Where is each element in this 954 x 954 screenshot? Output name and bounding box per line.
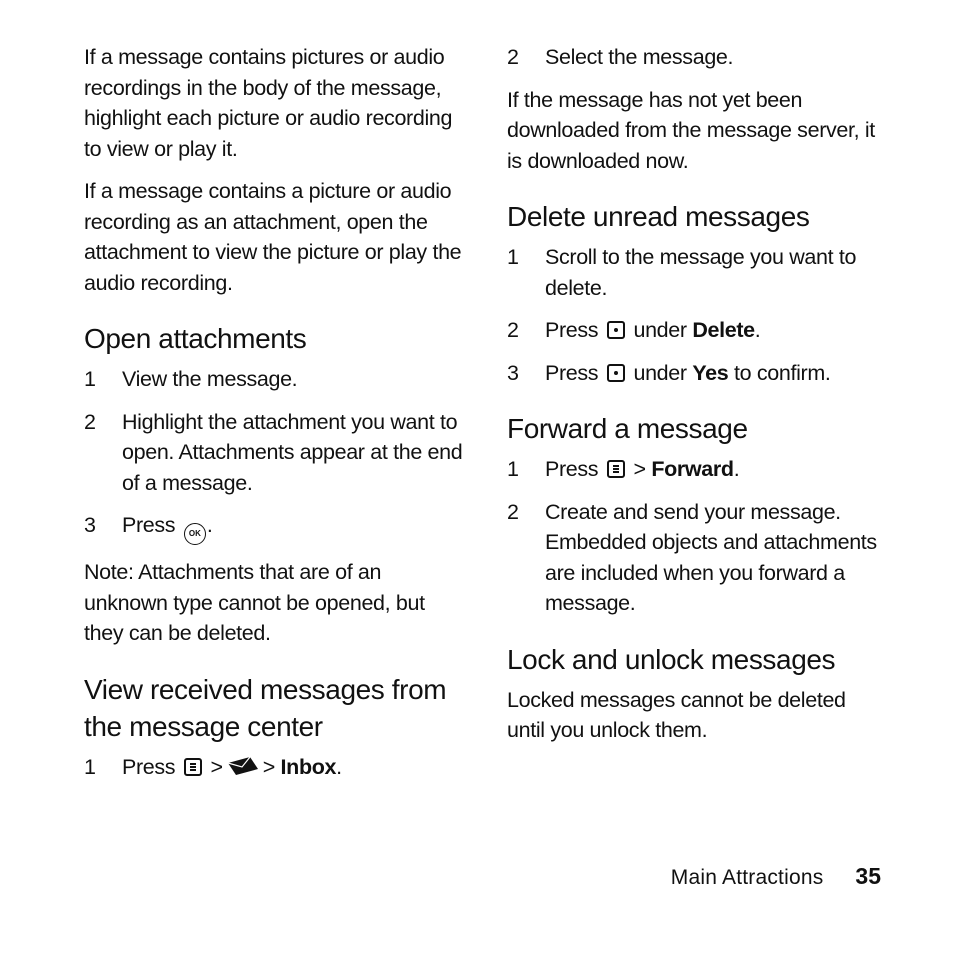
step-number: 2 bbox=[507, 318, 519, 342]
lock-paragraph: Locked messages cannot be deleted until you unlock them. bbox=[507, 687, 846, 742]
softkey-delete: Delete bbox=[692, 318, 755, 342]
step-punct: . bbox=[336, 754, 342, 779]
step-punct: . bbox=[206, 513, 213, 537]
step-press-text: Press bbox=[545, 457, 599, 481]
step-text: View the message. bbox=[122, 367, 298, 391]
menu-key-icon bbox=[607, 460, 625, 478]
softkey-yes: Yes bbox=[692, 360, 729, 385]
step-punct: . bbox=[733, 457, 740, 481]
separator: > bbox=[210, 754, 223, 779]
right-column bbox=[507, 42, 879, 758]
message-center-icon bbox=[226, 755, 260, 777]
heading-view-received: View received messages from the message center bbox=[84, 673, 447, 742]
step-press-text: Press bbox=[122, 513, 176, 537]
step-text: Highlight the attachment you want to open. Attachments appear at the end of a message. bbox=[122, 409, 463, 495]
step bbox=[84, 752, 464, 783]
step-text bbox=[545, 454, 879, 485]
center-key-icon bbox=[607, 321, 625, 339]
heading-lock: Lock and unlock messages bbox=[507, 643, 836, 675]
separator: > bbox=[633, 457, 646, 481]
footer-section-title: Main Attractions bbox=[670, 866, 824, 889]
step-press-text: Press bbox=[545, 318, 599, 342]
separator: > bbox=[262, 754, 275, 779]
step-number: 3 bbox=[507, 360, 519, 385]
step bbox=[84, 407, 464, 499]
intro-paragraph-1: If a message contains pictures or audio recordings in the body of the message, highlight each picture or audio recording to view or play it. bbox=[84, 45, 453, 161]
step-post-text: to confirm. bbox=[734, 360, 831, 385]
page-footer bbox=[671, 861, 881, 893]
heading-delete-unread: Delete unread messages bbox=[507, 201, 810, 232]
step-text bbox=[545, 315, 879, 346]
step-mid-text: under bbox=[633, 318, 687, 342]
download-paragraph: If the message has not yet been downloaded from the message server, it is downloaded now. bbox=[507, 87, 875, 173]
step bbox=[507, 497, 879, 619]
menu-option-forward: Forward bbox=[651, 457, 734, 481]
step-number: 1 bbox=[507, 245, 519, 269]
step bbox=[507, 454, 879, 485]
step-punct: . bbox=[754, 318, 761, 342]
step-press-text: Press bbox=[545, 360, 599, 385]
step-number: 1 bbox=[84, 367, 96, 391]
heading-forward: Forward a message bbox=[507, 413, 748, 444]
step-number: 1 bbox=[507, 457, 519, 481]
step bbox=[84, 510, 464, 545]
step bbox=[84, 364, 464, 395]
center-key-icon bbox=[607, 364, 625, 382]
step-number: 2 bbox=[507, 45, 519, 69]
step-number: 3 bbox=[84, 513, 96, 537]
step bbox=[507, 242, 879, 303]
step-number: 2 bbox=[84, 409, 96, 434]
step-text bbox=[122, 510, 464, 545]
menu-option-inbox: Inbox bbox=[280, 754, 337, 779]
step bbox=[507, 315, 879, 346]
step-text bbox=[545, 358, 879, 389]
step-text: Scroll to the message you want to delete. bbox=[545, 245, 857, 300]
step-number: 1 bbox=[84, 754, 96, 779]
step bbox=[507, 358, 879, 389]
left-column bbox=[84, 42, 464, 794]
step-press-text: Press bbox=[122, 754, 176, 779]
step bbox=[507, 42, 879, 73]
step-mid-text: under bbox=[633, 360, 687, 385]
page-number: 35 bbox=[855, 863, 881, 889]
ok-key-icon: OK bbox=[184, 523, 206, 545]
note-paragraph: Note: Attachments that are of an unknown type cannot be opened, but they can be deleted. bbox=[84, 560, 425, 645]
menu-key-icon bbox=[184, 758, 202, 776]
step-number: 2 bbox=[507, 499, 519, 524]
step-text: Create and send your message. Embedded objects and attachments are included when you forward a message. bbox=[545, 499, 877, 615]
step-text bbox=[122, 752, 464, 783]
heading-open-attachments: Open attachments bbox=[84, 323, 307, 354]
intro-paragraph-2: If a message contains a picture or audio recording as an attachment, open the attachment to view the picture or play the audio recording. bbox=[84, 179, 462, 295]
step-text: Select the message. bbox=[545, 45, 734, 69]
